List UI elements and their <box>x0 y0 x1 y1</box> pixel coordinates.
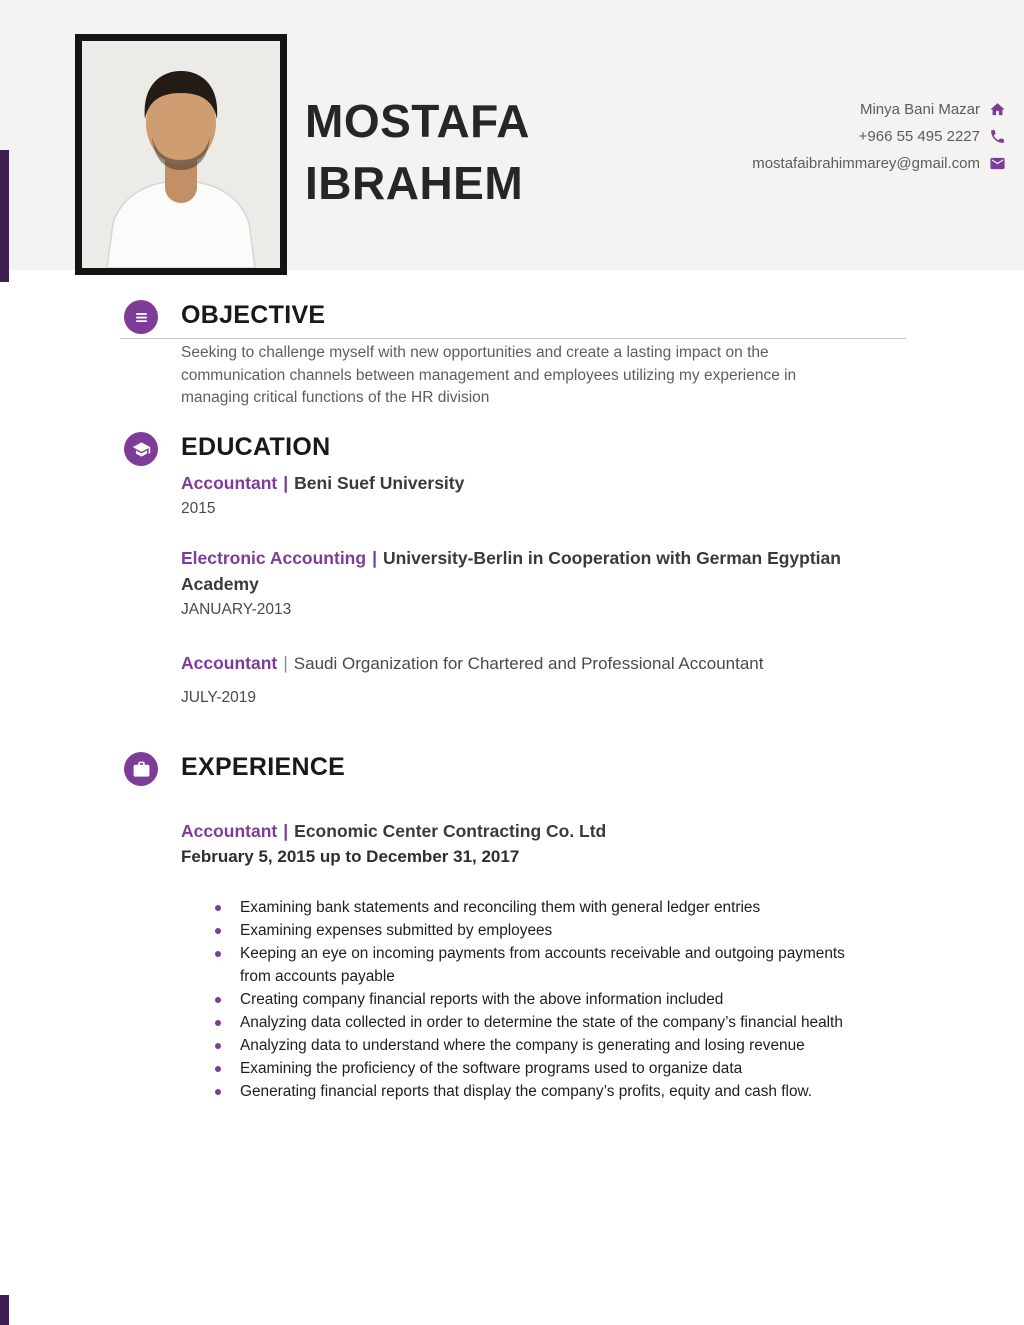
phone-icon <box>989 128 1006 145</box>
mail-icon <box>989 155 1006 172</box>
home-icon <box>989 101 1006 118</box>
experience-entry <box>181 818 921 1103</box>
job-title <box>181 818 921 844</box>
left-accent-bar <box>0 150 9 282</box>
company-name: Economic Center Contracting Co. Ltd <box>294 821 607 841</box>
job-role: Accountant <box>181 821 278 841</box>
first-name: MOSTAFA <box>305 95 530 147</box>
email-text: mostafaibrahimmarey@gmail.com <box>752 155 980 172</box>
education-entry-title <box>181 650 901 677</box>
separator: | <box>372 548 377 568</box>
profile-photo-placeholder <box>82 41 280 268</box>
profile-photo <box>75 34 287 275</box>
last-name: IBRAHEM <box>305 157 524 209</box>
institution-name: Saudi Organization for Chartered and Professional Accountant <box>293 654 764 673</box>
list-icon <box>124 300 158 334</box>
job-duty-item: Examining bank statements and reconciling them with general ledger entries <box>213 896 863 919</box>
job-duty-item: Creating company financial reports with the above information included <box>213 988 863 1011</box>
institution-name: Beni Suef University <box>294 473 465 493</box>
education-entry-title <box>181 470 901 496</box>
education-entry-date: JANUARY-2013 <box>181 601 292 618</box>
bottom-accent-bar <box>0 1295 9 1325</box>
location-text: Minya Bani Mazar <box>859 101 980 118</box>
degree-name: Accountant <box>181 653 278 673</box>
education-entry <box>181 470 921 522</box>
separator: | <box>283 821 289 841</box>
graduation-cap-icon <box>124 432 158 466</box>
contact-location <box>752 96 1006 123</box>
education-entry <box>181 650 921 711</box>
objective-divider <box>120 338 906 339</box>
job-duty-item: Generating financial reports that display the company’s profits, equity and cash flow. <box>213 1080 863 1103</box>
job-duty-item: Examining the proficiency of the software programs used to organize data <box>213 1057 863 1080</box>
education-entry-date: JULY-2019 <box>181 689 256 706</box>
objective-text: Seeking to challenge myself with new opportunities and create a lasting impact on the communication channels between management and employees utilizing my experience in managing critical functions of the HR division <box>181 344 797 406</box>
institution-name: University-Berlin in Cooperation with German Egyptian Academy <box>181 548 841 594</box>
job-duty-item: Analyzing data to understand where the company is generating and losing revenue <box>213 1034 863 1057</box>
contact-block <box>752 96 1006 177</box>
degree-name: Accountant <box>181 473 278 493</box>
degree-name: Electronic Accounting <box>181 548 367 568</box>
job-duty-item: Examining expenses submitted by employees <box>213 919 863 942</box>
education-entries <box>181 470 921 734</box>
contact-phone <box>752 123 1006 150</box>
name-block <box>305 90 530 214</box>
education-entry <box>181 545 921 623</box>
separator: | <box>283 653 288 673</box>
education-entry-date: 2015 <box>181 500 216 517</box>
experience-title: EXPERIENCE <box>181 753 346 781</box>
job-duty-item: Keeping an eye on incoming payments from accounts receivable and outgoing payments from accounts payable <box>213 942 863 988</box>
contact-email <box>752 150 1006 177</box>
objective-title: OBJECTIVE <box>181 301 326 329</box>
education-entry-title <box>181 545 901 597</box>
briefcase-icon <box>124 752 158 786</box>
separator: | <box>283 473 289 493</box>
education-title: EDUCATION <box>181 433 331 461</box>
job-duty-item: Analyzing data collected in order to determine the state of the company’s financial health <box>213 1011 863 1034</box>
job-duties-list <box>213 896 863 1103</box>
job-period: February 5, 2015 up to December 31, 2017 <box>181 847 520 866</box>
phone-text: +966 55 495 2227 <box>858 128 980 145</box>
